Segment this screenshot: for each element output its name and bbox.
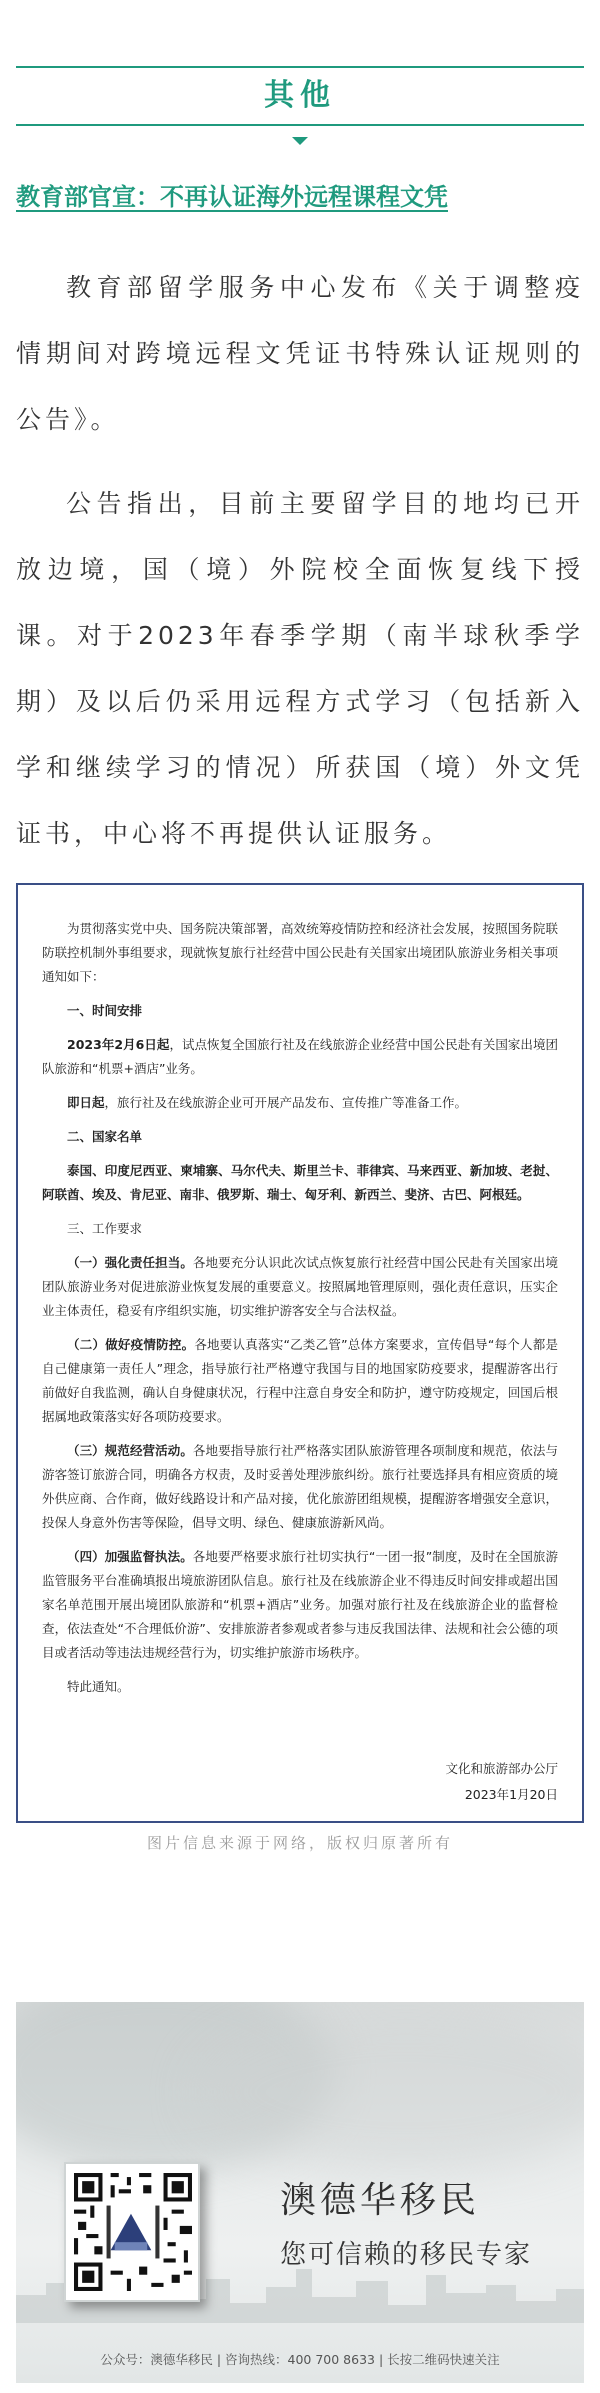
notice-text: ，旅行社及在线旅游企业可开展产品发布、宣传推广等准备工作。 [104, 1095, 468, 1110]
notice-requirement [42, 1439, 558, 1535]
notice-section-title: 二、国家名单 [67, 1129, 143, 1144]
notice-section-title: 一、时间安排 [67, 1003, 143, 1018]
notice-text: 各地要指导旅行社严格落实团队旅游管理各项制度和规范，依法与游客签订旅游合同，明确各方权责，及时妥善处理涉旅纠纷。旅行社要选择具有相应资质的境外供应商、合作商，做好线路设计和产品对接，优化旅游团组规模，提醒游客增强安全意识，投保人身意外伤害等保险，倡导文明、绿色、健康旅游新风尚。 [42, 1443, 558, 1530]
notice-paragraph [42, 1091, 558, 1115]
promo-banner[interactable] [16, 2002, 584, 2383]
notice-section-title: 三、工作要求 [67, 1221, 143, 1236]
section-arrow-icon [292, 137, 308, 145]
qr-code-icon [74, 2172, 192, 2292]
notice-document-image [16, 883, 584, 1823]
article-paragraph: 教育部留学服务中心发布《关于调整疫情期间对跨境远程文凭证书特殊认证规则的公告》。 [16, 273, 584, 434]
notice-requirement [42, 1251, 558, 1323]
brand-name: 澳德华移民 [280, 2180, 481, 2221]
notice-countries: 泰国、印度尼西亚、柬埔寨、马尔代夫、斯里兰卡、菲律宾、马来西亚、新加坡、老挝、阿联酋、埃及、肯尼亚、南非、俄罗斯、瑞士、匈牙利、新西兰、斐济、古巴、阿根廷。 [42, 1163, 558, 1202]
notice-bold-lead: （一）强化责任担当。 [67, 1255, 193, 1270]
qr-code[interactable] [64, 2162, 200, 2302]
notice-requirement [42, 1333, 558, 1429]
section-header [16, 66, 584, 126]
image-caption: 图片信息来源于网络，版权归原著所有 [146, 1834, 453, 1852]
brand-slogan: 您可信赖的移民专家 [280, 2240, 533, 2270]
notice-bold-lead: 即日起 [67, 1095, 105, 1110]
notice-text: ，试点恢复全国旅行社及在线旅游企业经营中国公民赴有关国家出境团队旅游和“机票+酒店”业务。 [42, 1037, 558, 1076]
article-paragraph: 公告指出，目前主要留学目的地均已开放边境，国（境）外院校全面恢复线下授课。对于2023年春季学期（南半球秋季学期）及以后仍采用远程方式学习（包括新入学和继续学习的情况）所获国（境）外文凭证书，中心将不再提供认证服务。 [16, 489, 584, 848]
notice-bold-lead: （四）加强监督执法。 [67, 1549, 193, 1564]
notice-paragraph [42, 1033, 558, 1081]
contact-info: 公众号：澳德华移民 | 咨询热线：400 700 8633 | 长按二维码快速关注 [100, 2352, 500, 2367]
notice-country-list [42, 1159, 558, 1207]
notice-text: 各地要充分认识此次试点恢复旅行社经营中国公民赴有关国家出境团队旅游业务对促进旅游业恢复发展的重要意义。按照属地管理原则，强化责任意识，压实企业主体责任，稳妥有序组织实施，切实维护游客安全与合法权益。 [42, 1255, 558, 1318]
notice-bold-lead: 2023年2月6日起 [67, 1037, 170, 1052]
notice-bold-lead: （二）做好疫情防控。 [67, 1337, 195, 1352]
notice-requirement [42, 1545, 558, 1665]
notice-signature-org: 文化和旅游部办公厅 [445, 1761, 558, 1776]
notice-text: 各地要认真落实“乙类乙管”总体方案要求，宣传倡导“每个人都是自己健康第一责任人”理念，指导旅行社严格遵守我国与目的地国家防疫要求，提醒游客出行前做好自我监测，确认自身健康状况，行程中注意自身安全和防护，遵守防疫规定，回国后根据属地政策落实好各项防疫要求。 [42, 1337, 558, 1424]
notice-closing: 特此通知。 [67, 1679, 130, 1694]
notice-bold-lead: （三）规范经营活动。 [67, 1443, 193, 1458]
section-title: 其他 [264, 78, 336, 113]
notice-intro: 为贯彻落实党中央、国务院决策部署，高效统筹疫情防控和经济社会发展，按照国务院联防联控机制外事组要求，现就恢复旅行社经营中国公民赴有关国家出境团队旅游业务相关事项通知如下： [42, 921, 558, 984]
notice-signature-date: 2023年1月20日 [464, 1787, 558, 1802]
notice-text: 各地要严格要求旅行社切实执行“一团一报”制度，及时在全国旅游监管服务平台准确填报出境旅游团队信息。旅行社及在线旅游企业不得违反时间安排或超出国家名单范围开展出境团队旅游和“机票+酒店”业务。加强对旅行社及在线旅游企业的监督检查，依法查处“不合理低价游”、安排旅游者参观或者参与违反我国法律、法规和社会公德的项目或者活动等违法违规经营行为，切实维护旅游市场秩序。 [42, 1549, 558, 1660]
article-headline-link[interactable]: 教育部官宣：不再认证海外远程课程文凭 [16, 183, 448, 211]
